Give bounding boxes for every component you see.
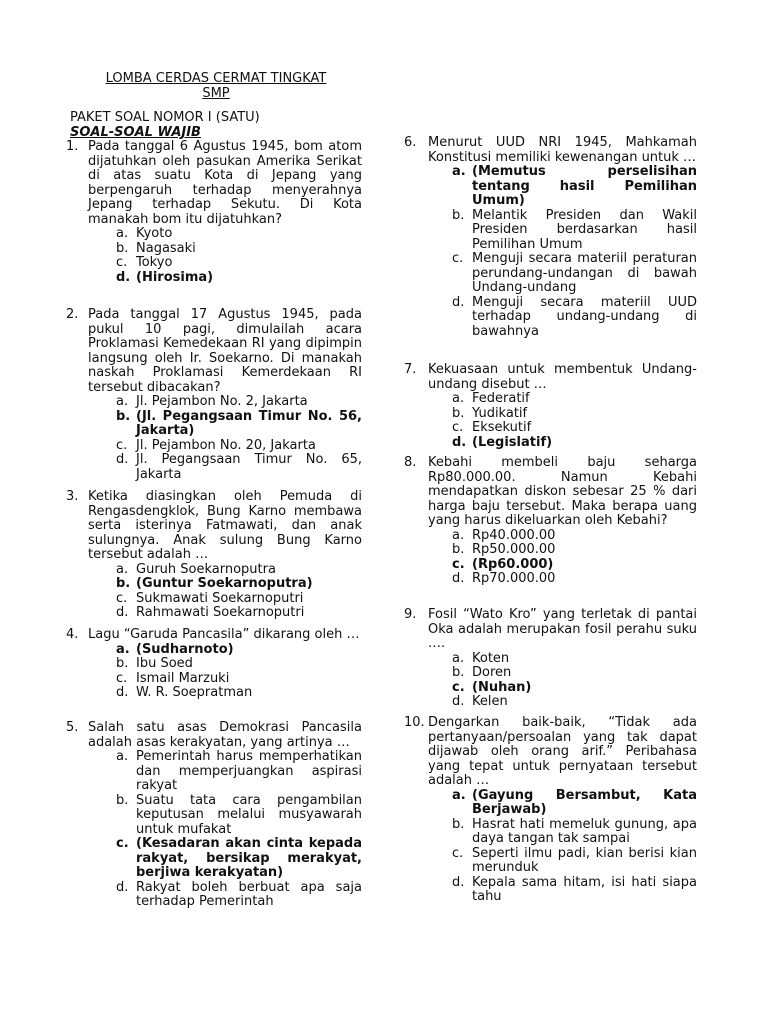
option-letter: b. — [452, 405, 465, 421]
option-letter: d. — [452, 571, 465, 586]
option-text: Rahmawati Soekarnoputri — [136, 605, 305, 620]
question-text: Lagu “Garuda Pancasila” dikarang oleh … — [88, 627, 360, 642]
question-number: 8. — [404, 455, 417, 470]
option — [452, 818, 697, 847]
option-letter: a. — [116, 561, 129, 577]
option-letter: b. — [452, 816, 465, 832]
option-text: Rakyat boleh berbuat apa saja terhadap Pemerintah — [136, 879, 362, 909]
option-text: (Nuhan) — [472, 679, 532, 695]
option-text: (Rp60.000) — [472, 556, 554, 572]
question-5 — [66, 721, 362, 910]
option-list — [452, 392, 697, 450]
option-letter: a. — [116, 394, 129, 409]
option — [116, 439, 362, 454]
question-text: Kebahi membeli baju seharga Rp80.000.00. Namun Kebahi mendapatkan diskon sebesar 25 % dari harga baju tersebut. Maka berapa uang yang harus dikeluarkan oleh Kebahi? — [428, 455, 697, 528]
option-text: Jl. Pejambon No. 20, Jakarta — [136, 437, 316, 453]
option-text: Koten — [472, 650, 510, 666]
question-number: 5. — [66, 720, 79, 735]
question-10 — [404, 716, 697, 905]
option-text: (Hirosima) — [136, 269, 214, 285]
option-letter: a. — [116, 641, 130, 657]
option-letter: d. — [116, 685, 129, 700]
option-text: Suatu tata cara pengambilan keputusan melalui musyawarah untuk mufakat — [136, 792, 362, 837]
answer-option — [116, 643, 362, 658]
question-3 — [66, 490, 362, 621]
option — [452, 407, 697, 422]
question-text: Fosil “Wato Kro” yang terletak di pantai Oka adalah merupakan fosil perahu suku …. — [428, 607, 697, 651]
option-text: Sukmawati Soekarnoputri — [136, 590, 304, 606]
option — [116, 395, 362, 410]
question-text: Dengarkan baik-baik, “Tidak ada pertanyaan/persoalan yang tak dapat dijawab oleh orang arif.” Peribahasa yang tepat untuk pernyataan tersebut adalah … — [428, 715, 697, 788]
answer-option — [116, 410, 362, 439]
option — [116, 227, 362, 242]
option-letter: a. — [116, 226, 129, 241]
option — [116, 657, 362, 672]
option — [452, 421, 697, 436]
question-row — [66, 721, 362, 750]
option — [116, 750, 362, 794]
option — [116, 794, 362, 838]
option — [452, 252, 697, 296]
question-row — [404, 136, 697, 165]
option — [452, 296, 697, 340]
option — [116, 606, 362, 621]
option-letter: d. — [116, 452, 129, 467]
option — [116, 563, 362, 578]
option — [452, 876, 697, 905]
option-text: Doren — [472, 665, 512, 680]
question-row — [404, 608, 697, 652]
option-letter: d. — [116, 879, 129, 895]
option-letter: b. — [452, 665, 465, 680]
answer-option — [452, 436, 697, 451]
option — [452, 652, 697, 667]
option-text: Menguji secara materiil peraturan perundang-undangan di bawah Undang-undang — [472, 251, 697, 295]
option-letter: b. — [452, 207, 465, 223]
question-number: 4. — [66, 627, 79, 642]
option-text: Nagasaki — [136, 240, 196, 256]
option-letter: b. — [452, 542, 465, 557]
option-text: (Sudharnoto) — [136, 641, 234, 657]
section-heading: SOAL-SOAL WAJIB — [70, 125, 201, 140]
option-text: Melantik Presiden dan Wakil Presiden berdasarkan hasil Pemilihan Umum — [472, 207, 697, 252]
option-text: Federatif — [472, 391, 530, 406]
option-text: W. R. Soepratman — [136, 685, 253, 700]
option-text: Eksekutif — [472, 420, 532, 435]
option-letter: b. — [116, 656, 129, 671]
option-letter: c. — [116, 590, 128, 606]
option-text: Kelen — [472, 694, 508, 709]
option — [452, 847, 697, 876]
option — [452, 695, 697, 710]
option-text: Jl. Pejambon No. 2, Jakarta — [136, 394, 308, 409]
option-letter: c. — [452, 845, 464, 861]
option-text: Hasrat hati memeluk gunung, apa daya tangan tak sampai — [472, 816, 697, 846]
option-text: (Memutus perselisihan tentang hasil Pemilihan Umum) — [472, 164, 697, 208]
option — [452, 572, 697, 587]
option — [116, 686, 362, 701]
answer-option — [452, 165, 697, 209]
option-letter: c. — [116, 836, 129, 851]
option-letter: c. — [116, 437, 128, 453]
option-letter: a. — [452, 650, 465, 666]
option-letter: c. — [452, 251, 464, 266]
question-text: Pada tanggal 6 Agustus 1945, bom atom dijatuhkan oleh pasukan Amerika Serikat di atas suatu Kota di Jepang yang berpengaruh terhadap menyerahnya Jepang terhadap Sekutu. Di Kota manakah bom itu dijatuhkan? — [88, 139, 362, 227]
option-list — [452, 165, 697, 339]
question-9 — [404, 608, 697, 710]
option-letter: d. — [452, 434, 467, 450]
option-text: (Jl. Pegangsaan Timur No. 56, Jakarta) — [136, 408, 362, 438]
option-letter: b. — [116, 792, 129, 808]
question-7 — [404, 363, 697, 450]
question-number: 7. — [404, 362, 417, 377]
option — [452, 666, 697, 681]
option-letter: c. — [452, 556, 465, 572]
option-text: Ibu Soed — [136, 656, 193, 671]
option-letter: a. — [452, 527, 465, 543]
option-letter: d. — [452, 694, 465, 709]
option — [452, 529, 697, 544]
option — [452, 543, 697, 558]
answer-option — [116, 577, 362, 592]
question-number: 1. — [66, 139, 79, 154]
option-list — [116, 643, 362, 701]
option-letter: a. — [116, 749, 129, 764]
question-text: Salah satu asas Demokrasi Pancasila adalah asas kerakyatan, yang artinya … — [88, 720, 362, 750]
option-list — [452, 529, 697, 587]
option-text: (Gayung Bersambut, Kata Berjawab) — [472, 787, 697, 817]
option-letter: b. — [116, 576, 131, 591]
option-text: Seperti ilmu padi, kian berisi kian merunduk — [472, 845, 697, 875]
question-4 — [66, 628, 362, 701]
option-letter: b. — [116, 240, 129, 256]
option-list — [116, 750, 362, 910]
option-text: Kepala sama hitam, isi hati siapa tahu — [472, 874, 697, 904]
option-letter: a. — [452, 787, 466, 803]
question-text: Pada tanggal 17 Agustus 1945, pada pukul 10 pagi, dimulailah acara Proklamasi Kemedekaan RI yang dipimpin langsung oleh Ir. Soekarno. Di manakah naskah Proklamasi Kemerdekaan RI tersebut dibacakan? — [88, 307, 362, 395]
option-list — [116, 227, 362, 285]
option-letter: d. — [452, 874, 465, 890]
question-row — [66, 628, 362, 643]
option-letter: a. — [452, 391, 465, 406]
option-text: Jl. Pegangsaan Timur No. 65, Jakarta — [136, 452, 362, 482]
question-number: 6. — [404, 135, 417, 150]
answer-option — [452, 558, 697, 573]
option-text: Menguji secara materiil UUD terhadap undang-undang di bawahnya — [472, 294, 697, 339]
option-text: Guruh Soekarnoputra — [136, 561, 276, 577]
question-number: 3. — [66, 489, 79, 504]
option-letter: d. — [452, 294, 465, 310]
question-number: 2. — [66, 307, 79, 322]
answer-option — [116, 837, 362, 881]
document-title — [66, 71, 366, 101]
answer-option — [116, 271, 362, 286]
option-letter: d. — [116, 269, 131, 285]
question-row — [66, 308, 362, 395]
question-row — [404, 456, 697, 529]
option — [116, 592, 362, 607]
question-text: Ketika diasingkan oleh Pemuda di Rengasdengklok, Bung Karno membawa serta isterinya Fatmawati, dan anak sulungnya. Anak sulung Bung Karno tersebut adalah … — [88, 489, 362, 562]
title-line-1: LOMBA CERDAS CERMAT TINGKAT — [105, 71, 327, 86]
question-2 — [66, 308, 362, 482]
question-number: 9. — [404, 607, 417, 622]
option-text: Rp50.000.00 — [472, 542, 556, 557]
option-letter: c. — [452, 679, 465, 695]
answer-option — [452, 789, 697, 818]
option-list — [452, 789, 697, 905]
option-text: Kyoto — [136, 226, 173, 241]
option-text: Ismail Marzuki — [136, 670, 230, 686]
option-list — [116, 395, 362, 482]
option — [452, 209, 697, 253]
option-text: Tokyo — [136, 255, 173, 270]
option-letter: c. — [116, 670, 128, 686]
question-1 — [66, 140, 362, 285]
title-line-2: SMP — [202, 86, 230, 101]
option — [116, 256, 362, 271]
option-text: (Kesadaran akan cinta kepada rakyat, bersikap merakyat, berjiwa kerakyatan) — [136, 836, 362, 880]
option-text: Rp40.000.00 — [472, 527, 556, 543]
paket-heading: PAKET SOAL NOMOR I (SATU) — [70, 110, 260, 125]
answer-option — [452, 681, 697, 696]
option-list — [116, 563, 362, 621]
option — [452, 392, 697, 407]
option-text: (Legislatif) — [472, 434, 553, 450]
question-row — [404, 716, 697, 789]
question-6 — [404, 136, 697, 339]
option-letter: a. — [452, 164, 466, 179]
option-letter: c. — [116, 255, 128, 270]
question-text: Menurut UUD NRI 1945, Mahkamah Konstitusi memiliki kewenangan untuk … — [428, 135, 697, 165]
option-letter: c. — [452, 420, 464, 435]
option-letter: d. — [116, 605, 129, 620]
option — [116, 672, 362, 687]
option — [116, 242, 362, 257]
option — [116, 881, 362, 910]
option-list — [452, 652, 697, 710]
question-row — [66, 490, 362, 563]
option-text: (Guntur Soekarnoputra) — [136, 576, 313, 591]
question-row — [66, 140, 362, 227]
option-text: Yudikatif — [472, 405, 528, 421]
option-text: Pemerintah harus memperhatikan dan memperjuangkan aspirasi rakyat — [136, 749, 362, 793]
question-text: Kekuasaan untuk membentuk Undang-undang disebut … — [428, 362, 697, 392]
option-text: Rp70.000.00 — [472, 571, 556, 586]
option — [116, 453, 362, 482]
question-number: 10. — [404, 715, 425, 730]
question-8 — [404, 456, 697, 587]
question-row — [404, 363, 697, 392]
option-letter: b. — [116, 408, 131, 424]
